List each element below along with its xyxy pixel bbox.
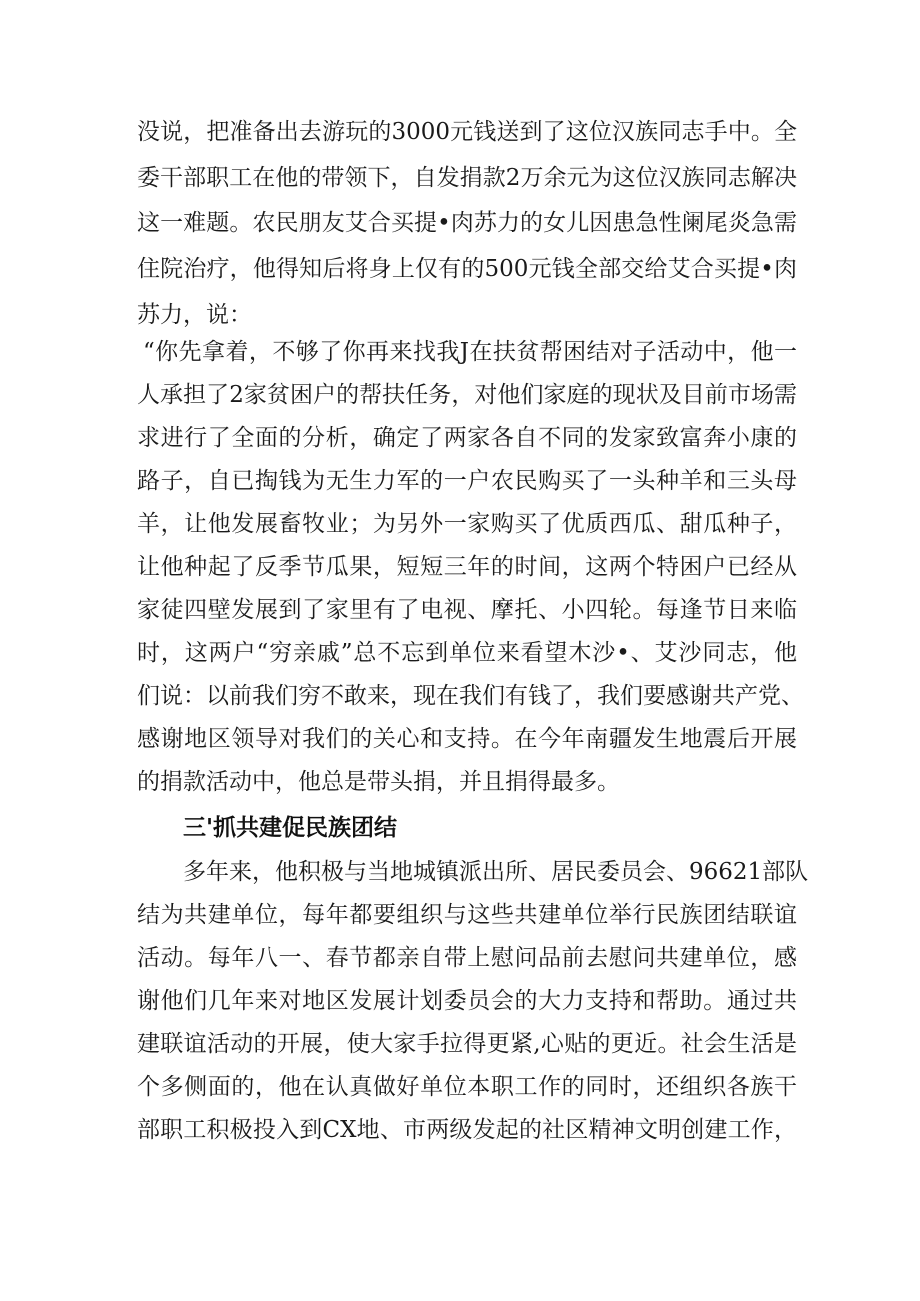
paragraph-line: 时，这两户“穷亲戚”总不忘到单位来看望木沙•、艾沙同志，他 <box>137 640 797 666</box>
paragraph-line: “你先拿着，不够了你再来找我J在扶贫帮困结对子活动中，他一 <box>143 339 797 365</box>
paragraph-line: 的捐款活动中，他总是带头捐，并且捐得最多。 <box>137 769 620 795</box>
paragraph-line: 人承担了2家贫困户的帮扶任务，对他们家庭的现状及目前市场需 <box>137 382 797 408</box>
paragraph-line: 活动。每年八一、春节都亲自带上慰问品前去慰问共建单位，感 <box>137 945 797 971</box>
paragraph-line: 求进行了全面的分析，确定了两家各自不同的发家致富奔小康的 <box>137 425 797 451</box>
paragraph-line: 苏力，说： <box>137 302 252 328</box>
paragraph-line: 多年来，他积极与当地城镇派出所、居民委员会、96621部队 <box>183 859 809 885</box>
paragraph-line: 建联谊活动的开展，使大家手拉得更紧,心贴的更近。社会生活是 <box>137 1031 797 1057</box>
paragraph-line: 部职工积极投入到CX地、市两级发起的社区精神文明创建工作， <box>137 1117 797 1143</box>
paragraph-line: 路子，自已掏钱为无生力军的一户农民购买了一头种羊和三头母 <box>137 468 797 494</box>
paragraph-line: 家徒四壁发展到了家里有了电视、摩托、小四轮。每逢节日来临 <box>137 597 797 623</box>
section-heading: 三'抓共建促民族团结 <box>183 815 398 841</box>
paragraph-line: 们说：以前我们穷不敢来，现在我们有钱了，我们要感谢共产党、 <box>137 683 804 709</box>
paragraph-line: 住院治疗，他得知后将身上仅有的500元钱全部交给艾合买提•肉 <box>137 256 797 282</box>
paragraph-line: 没说，把准备出去游玩的3000元钱送到了这位汉族同志手中。全 <box>137 119 797 145</box>
paragraph-line: 委干部职工在他的带领下，自发捐款2万余元为这位汉族同志解决 <box>137 165 797 191</box>
paragraph-line: 感谢地区领导对我们的关心和支持。在今年南疆发生地震后开展 <box>137 726 797 752</box>
paragraph-line: 谢他们几年来对地区发展计划委员会的大力支持和帮助。通过共 <box>137 988 797 1014</box>
paragraph-line: 结为共建单位，每年都要组织与这些共建单位举行民族团结联谊 <box>137 902 797 928</box>
paragraph-line: 个多侧面的，他在认真做好单位本职工作的同时，还组织各族干 <box>137 1074 797 1100</box>
paragraph-line: 让他种起了反季节瓜果，短短三年的时间，这两个特困户已经从 <box>137 554 797 580</box>
paragraph-line: 这一难题。农民朋友艾合买提•肉苏力的女儿因患急性阑尾炎急需 <box>137 210 797 236</box>
paragraph-line: 羊，让他发展畜牧业；为另外一家购买了优质西瓜、甜瓜种子， <box>137 511 797 537</box>
